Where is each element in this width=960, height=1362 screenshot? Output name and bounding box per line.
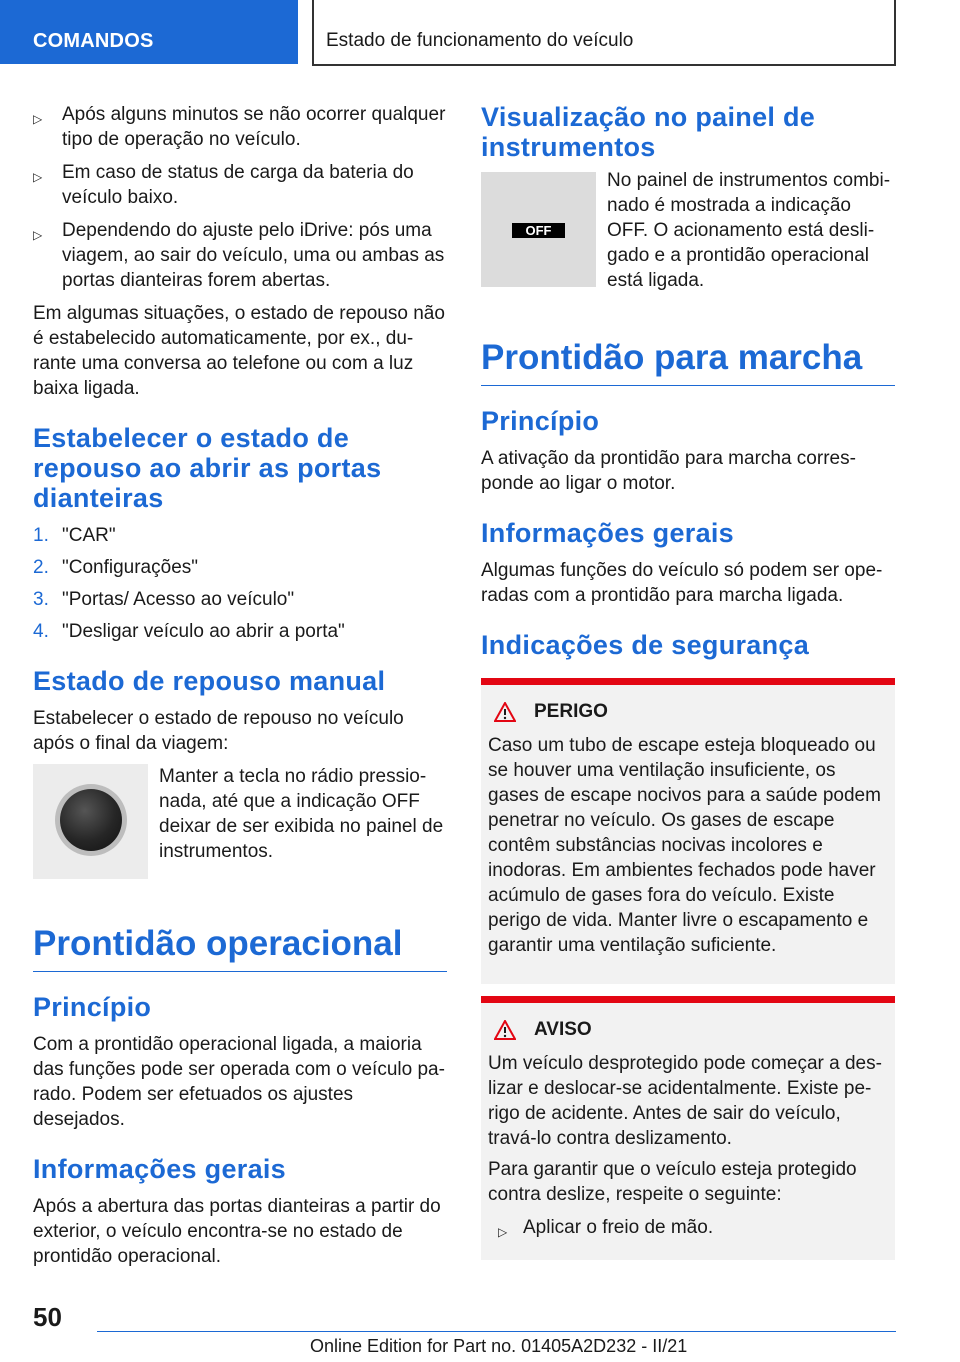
list-item-text: Aplicar o freio de mão.	[523, 1217, 714, 1238]
warning-list	[488, 1215, 887, 1240]
paragraph: Algumas funções do veículo só podem ser operadas com a prontidão para marcha ligada.	[481, 560, 883, 606]
warning-text: Um veículo desprotegido pode começar a deslizar e deslocar-se acidentalmente. Existe perigo de acidente. Antes de sair do veículo, travá-lo contra deslizamento.	[488, 1053, 882, 1149]
warning-triangle-icon	[494, 702, 516, 722]
triangle-right-icon: ▷	[33, 228, 43, 242]
footer-edition: Online Edition for Part no. 01405A2D232 - II/21	[310, 1336, 688, 1356]
warning-label: AVISO	[534, 1019, 592, 1040]
heading-estabelecer: Estabelecer o estado de repouso ao abrir as portas dianteiras	[33, 423, 382, 513]
heading-seguranca: Indicações de segurança	[481, 630, 810, 660]
heading-visualizacao: Visualização no painel de instrumentos	[481, 102, 816, 162]
conditions-list	[33, 102, 447, 293]
step-number: 1.	[33, 525, 49, 546]
off-badge: OFF	[512, 223, 565, 238]
paragraph: Em algumas situações, o estado de repouso não é estabelecido automaticamente, por ex., durante uma conversa ao telefone ou com a luz baixa ligada.	[33, 303, 445, 399]
step-text: "Desligar veículo ao abrir a porta"	[62, 621, 345, 642]
danger-text: Caso um tubo de escape esteja bloqueado ou se houver uma ventilação insuficiente, os gases de escape nocivos para a saúde podem penetrar no veículo. Os gases de escape contêm substâncias nocivas incolores e inodoras. Em ambientes fechados pode haver acúmulo de gases fora do veículo. Existe perigo de vida. Manter livre o escapamento e garantir uma ventilação suficiente.	[488, 735, 881, 956]
step-item	[33, 555, 447, 580]
heading-informacoes: Informações gerais	[481, 518, 735, 548]
step-number: 2.	[33, 557, 49, 578]
warning-triangle-icon	[494, 1020, 516, 1040]
step-text: "Portas/ Acesso ao veículo"	[62, 589, 295, 610]
heading-principio: Princípio	[33, 992, 152, 1022]
heading-prontidao-operacional: Prontidão operacional	[33, 923, 447, 972]
manual-figure-text: Manter a tecla no rádio pressionada, até que a indicação OFF deixar de ser exibida no painel de instrumentos.	[159, 766, 444, 862]
off-indicator-image	[481, 172, 596, 287]
page-number: 50	[33, 1302, 62, 1332]
list-item-text: Dependendo do ajuste pelo iDrive: pós uma viagem, ao sair do veículo, uma ou ambas as portas dianteiras forem abertas.	[62, 220, 445, 291]
heading-prontidao-marcha: Prontidão para marcha	[481, 337, 895, 386]
danger-title	[488, 701, 887, 723]
step-number: 4.	[33, 621, 49, 642]
page-header-title: Estado de funcionamento do veículo	[312, 0, 896, 66]
radio-knob-image	[33, 764, 148, 879]
step-item	[33, 619, 447, 644]
list-item	[33, 218, 447, 293]
triangle-right-icon: ▷	[498, 1225, 508, 1239]
step-item	[33, 587, 447, 612]
heading-informacoes: Informações gerais	[33, 1154, 287, 1184]
list-item-text: Em caso de status de carga da bateria do veículo baixo.	[62, 162, 414, 208]
triangle-right-icon: ▷	[33, 170, 43, 184]
off-figure-row	[481, 172, 895, 293]
warning-box	[481, 996, 895, 1260]
list-item	[488, 1215, 887, 1240]
list-item	[33, 102, 447, 152]
step-number: 3.	[33, 589, 49, 610]
paragraph: Estabelecer o estado de repouso no veículo após o final da viagem:	[33, 708, 404, 754]
paragraph: Após a abertura das portas dianteiras a partir do exterior, o veículo encontra-se no estado de prontidão operacional.	[33, 1196, 441, 1267]
section-tab: COMANDOS	[0, 0, 298, 64]
footer-divider	[97, 1331, 896, 1332]
manual-figure-row	[33, 764, 447, 879]
triangle-right-icon: ▷	[33, 112, 43, 126]
heading-manual: Estado de repouso manual	[33, 666, 386, 696]
list-item	[33, 160, 447, 210]
right-column	[481, 102, 895, 1260]
off-figure-text: No painel de instrumentos combinado é mostrada a indicação OFF. O acionamento está desligado e a prontidão operacional está ligada.	[607, 170, 891, 291]
steps-list	[33, 523, 447, 644]
left-column	[33, 102, 447, 1275]
step-item	[33, 523, 447, 548]
warning-title	[488, 1019, 887, 1041]
warning-text: Para garantir que o veículo esteja protegido contra deslize, respeite o seguinte:	[488, 1159, 857, 1205]
step-text: "Configurações"	[62, 557, 199, 578]
heading-principio: Princípio	[481, 406, 600, 436]
danger-box	[481, 678, 895, 984]
danger-label: PERIGO	[534, 701, 608, 722]
step-text: "CAR"	[62, 525, 116, 546]
list-item-text: Após alguns minutos se não ocorrer qualquer tipo de operação no veículo.	[62, 104, 446, 150]
paragraph: A ativação da prontidão para marcha corresponde ao ligar o motor.	[481, 448, 856, 494]
paragraph: Com a prontidão operacional ligada, a maioria das funções pode ser operada com o veículo parado. Podem ser efetuados os ajustes desejados.	[33, 1034, 445, 1130]
